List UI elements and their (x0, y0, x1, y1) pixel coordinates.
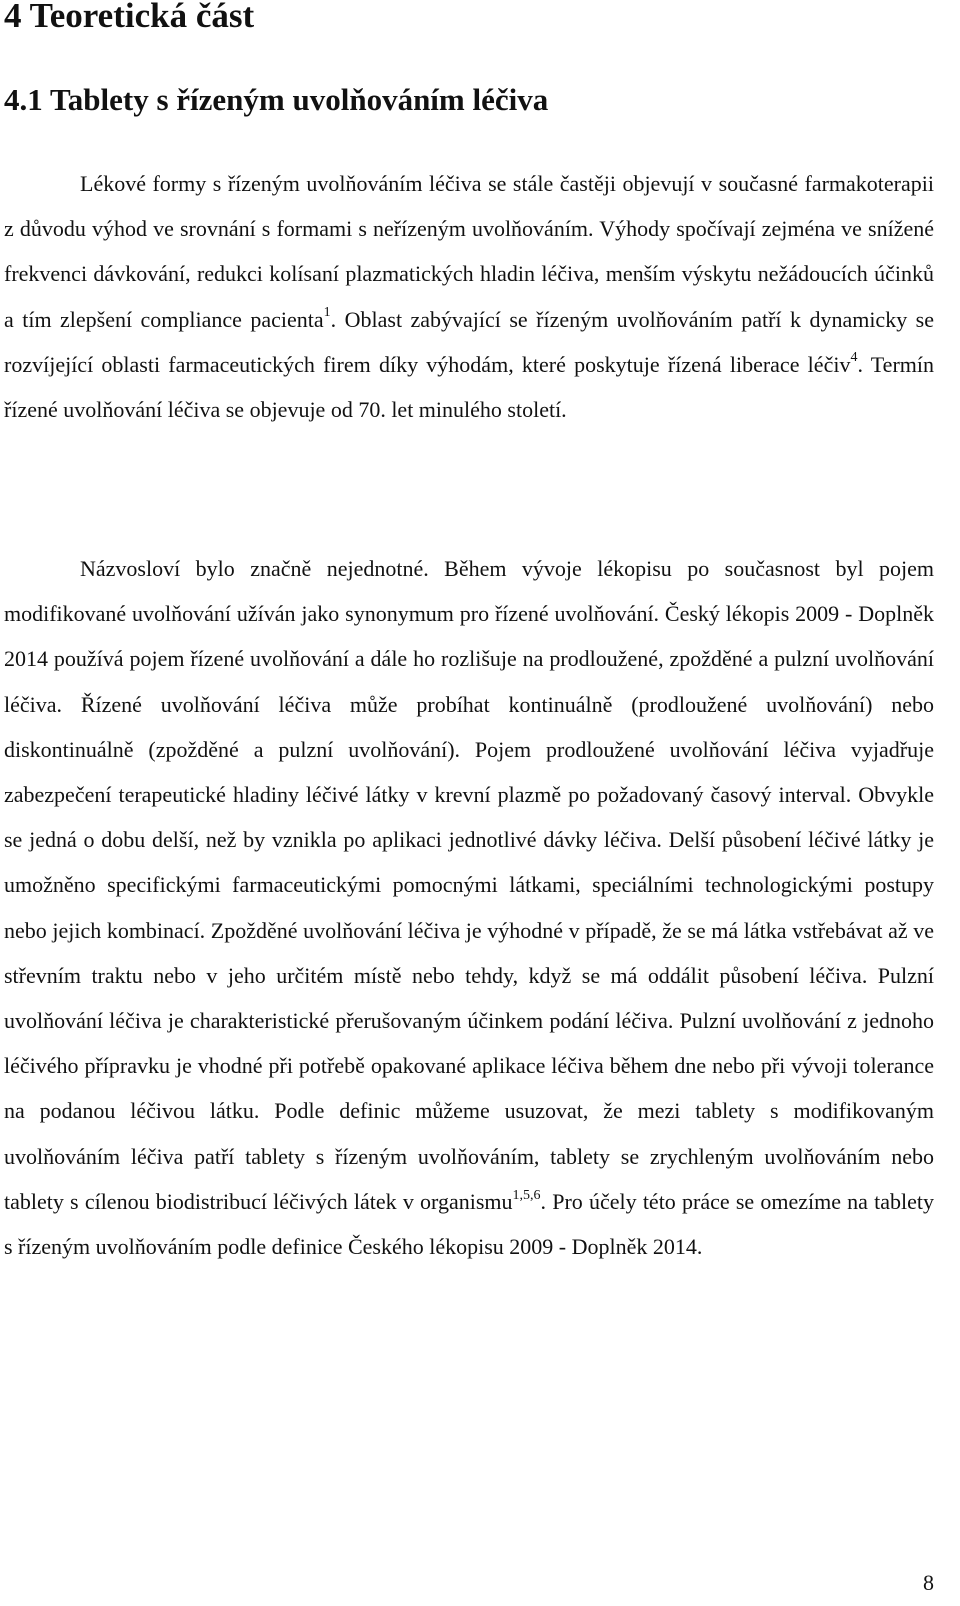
chapter-heading: 4 Teoretická část (4, 0, 255, 35)
page-number: 8 (923, 1570, 934, 1595)
citation-reference: 1,5,6 (512, 1187, 541, 1203)
citation-reference: 1 (323, 305, 331, 321)
body-paragraph-1 (4, 161, 934, 432)
paragraph-2-text-part-2: . Pro účely této práce se omezíme na tablety s řízeným uvolňováním podle definice Českého lékopisu 2009 - Doplněk 2014. (4, 1188, 934, 1260)
section-heading: 4.1 Tablety s řízeným uvolňováním léčiva (4, 82, 549, 117)
citation-reference: 4 (850, 350, 858, 366)
paragraph-2-text-part-1: Názvosloví bylo značně nejednotné. Během vývoje lékopisu po současnost byl pojem modifikované uvolňování užíván jako synonymum pro řízené uvolňování. Český lékopis 2009 - Doplněk 2014 používá pojem řízené uvolňování a dále ho rozlišuje na prodloužené, zpožděné a pulzní uvolňování léčiva. Řízené uvolňování léčiva může probíhat kontinuálně (prodloužené uvolňování) nebo diskontinuálně (zpožděné a pulzní uvolňování). Pojem prodloužené uvolňování léčiva vyjadřuje zabezpečení terapeutické hladiny léčivé látky v krevní plazmě po požadovaný časový interval. Obvykle se jedná o dobu delší, než by vznikla po aplikaci jednotlivé dávky léčiva. Delší působení léčivé látky je umožněno specifickými farmaceutickými pomocnými látkami, speciálními technologickými postupy nebo jejich kombinací. Zpožděné uvolňování léčiva je výhodné v případě, že se má látka vstřebávat až ve střevním traktu nebo v jeho určitém místě nebo tehdy, když se má oddálit působení léčiva. Pulzní uvolňování léčiva je charakteristické přerušovaným účinkem podání léčiva. Pulzní uvolňování z jednoho léčivého přípravku je vhodné při potřebě opakované aplikace léčiva během dne nebo při vývoji tolerance na podanou léčivou látku. Podle definic můžeme usuzovat, že mezi tablety s modifikovaným uvolňováním léčiva patří tablety s řízeným uvolňováním, tablety se zrychleným uvolňováním nebo tablety s cílenou biodistribucí léčivých látek v organismu (4, 556, 934, 1214)
paragraph-1-text-part-3: . Termín řízené uvolňování léčiva se objevuje od 70. let minulého století. (4, 351, 935, 423)
paragraph-1-text-part-1: Lékové formy s řízeným uvolňováním léčiva se stále častěji objevují v současné farmakoterapii z důvodu výhod ve srovnání s formami s neřízeným uvolňováním. Výhody spočívají zejména ve snížené frekvenci dávkování, redukci kolísaní plazmatických hladin léčiva, menším výskytu nežádoucích účinků a tím zlepšení compliance pacienta (4, 171, 934, 332)
paragraph-1-text-part-2: . Oblast zabývající se řízeným uvolňováním patří k dynamicky se rozvíjející oblasti farmaceutických firem díky výhodám, které poskytuje řízená liberace léčiv (4, 306, 934, 377)
body-paragraph-2 (4, 546, 934, 1269)
